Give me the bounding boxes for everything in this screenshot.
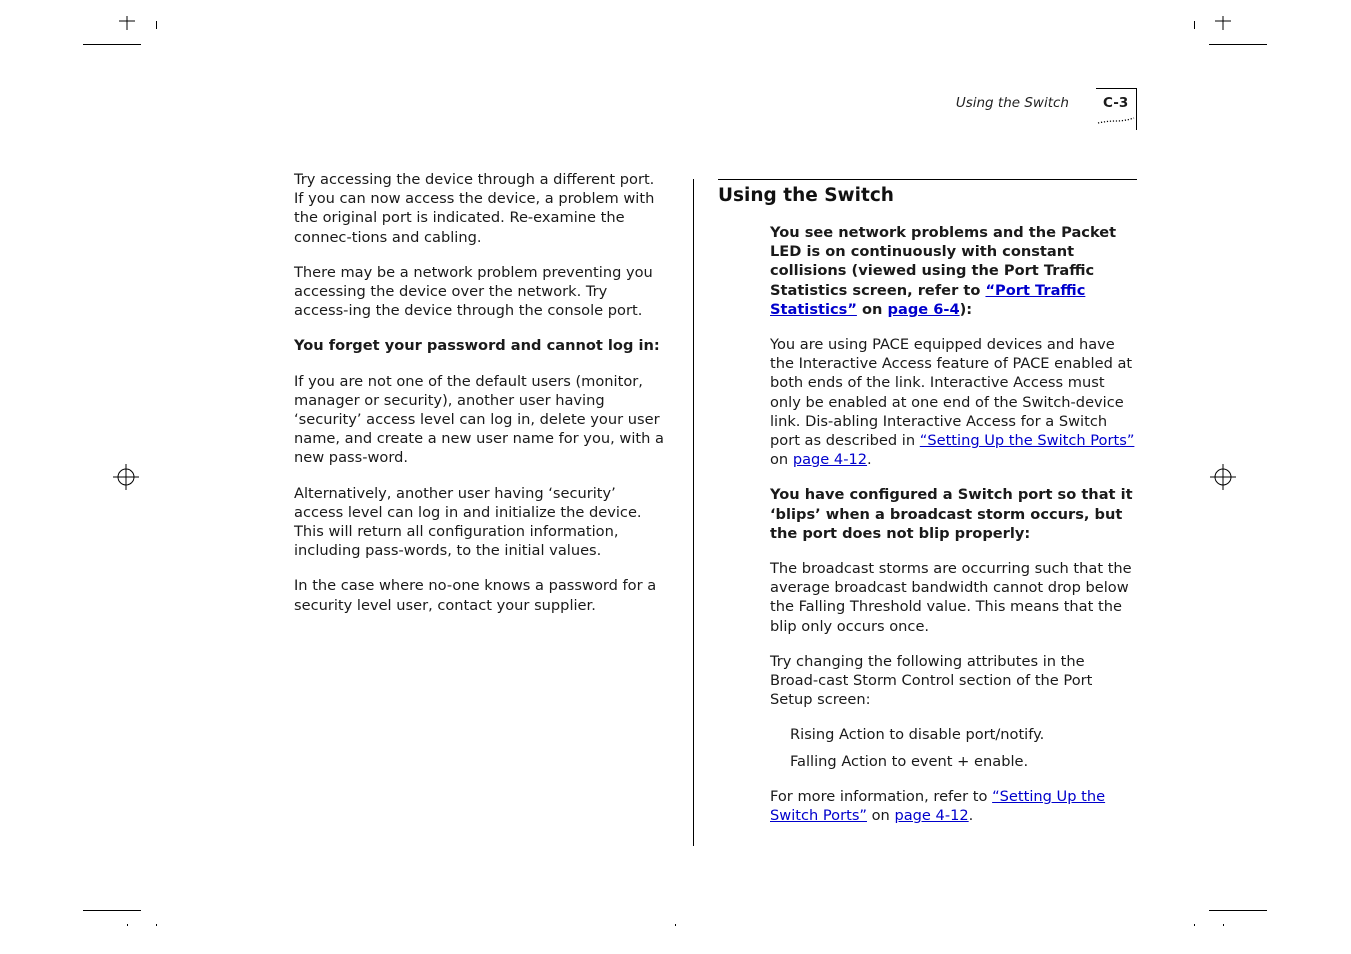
left-column (294, 170, 664, 631)
link-page-6-4[interactable]: page 6-4 (887, 300, 960, 318)
registration-icon (1214, 16, 1232, 30)
paragraph: For more information, refer to “Setting Up the Switch Ports” on page 4-12. (770, 787, 1106, 825)
list-item: Rising Action to disable port/notify. (790, 726, 1045, 744)
page-number: C-3 (1103, 95, 1129, 111)
paragraph: There may be a network problem preventing you accessing the device over the network. Try access-ing the device through the console port. (294, 263, 653, 320)
dotted-ornament (1097, 117, 1135, 125)
problem-heading: You have configured a Switch port so that it ‘blips’ when a broadcast storm occurs, but the port does not blip properly: (770, 486, 1133, 542)
registration-target-icon (1210, 464, 1236, 490)
paragraph: If you are not one of the default users (monitor, manager or security), another user having ‘security’ access level can log in, delete your user name, and create a new user name for you, with a new pass-word. (294, 372, 664, 467)
paragraph: Try changing the following attributes in the Broad-cast Storm Control section of the Port Setup screen: (770, 652, 1093, 709)
paragraph: The broadcast storms are occurring such that the average broadcast bandwidth cannot drop below the Falling Threshold value. This means that the blip only occurs once. (770, 560, 1132, 635)
crop-mark-bottom-center (675, 924, 676, 926)
registration-target-icon (113, 464, 139, 490)
paragraph: You are using PACE equipped devices and have the Interactive Access feature of PACE enabled at both ends of the link. Interactive Access must only be enabled at one end of the Switch-device link. Dis-abling Interactive Access for a Switch port as described in “Setting Up the Switch Ports” on page 4-12. (770, 336, 1135, 469)
link-port-traffic-statistics[interactable]: “Port Traffic Statistics” (770, 281, 1086, 318)
header-vertical-rule (1136, 88, 1137, 130)
registration-icon (118, 16, 136, 30)
problem-heading: You see network problems and the Packet LED is on continuously with constant collisions (viewed using the Port Traffic Statistics screen, refer to “Port Traffic Statistics” on page 6-4): (770, 224, 1117, 318)
link-setting-up-switch-ports[interactable]: “Setting Up the Switch Ports” (770, 787, 1106, 825)
list-item: Falling Action to event + enable. (790, 752, 1029, 770)
header-rule (1096, 88, 1137, 89)
section-rule (718, 179, 1137, 180)
paragraph: In the case where no-one knows a password for a security level user, contact your supplier. (294, 577, 657, 614)
column-divider (693, 179, 694, 846)
link-page-4-12[interactable]: page 4-12 (894, 807, 969, 825)
paragraph: Alternatively, another user having ‘security’ access level can log in and initialize the device. This will return all configuration information, including pass-words, to the initial values. (294, 484, 642, 560)
right-column (770, 223, 1137, 841)
running-header-title: Using the Switch (955, 95, 1069, 111)
section-title: Using the Switch (718, 185, 894, 206)
link-setting-up-switch-ports[interactable]: “Setting Up the Switch Ports” (919, 432, 1135, 450)
paragraph: Try accessing the device through a different port. If you can now access the device, a problem with the original port is indicated. Re-examine the connec-tions and cabling. (294, 171, 655, 246)
problem-heading: You forget your password and cannot log in: (294, 337, 660, 355)
link-page-4-12[interactable]: page 4-12 (792, 451, 868, 469)
